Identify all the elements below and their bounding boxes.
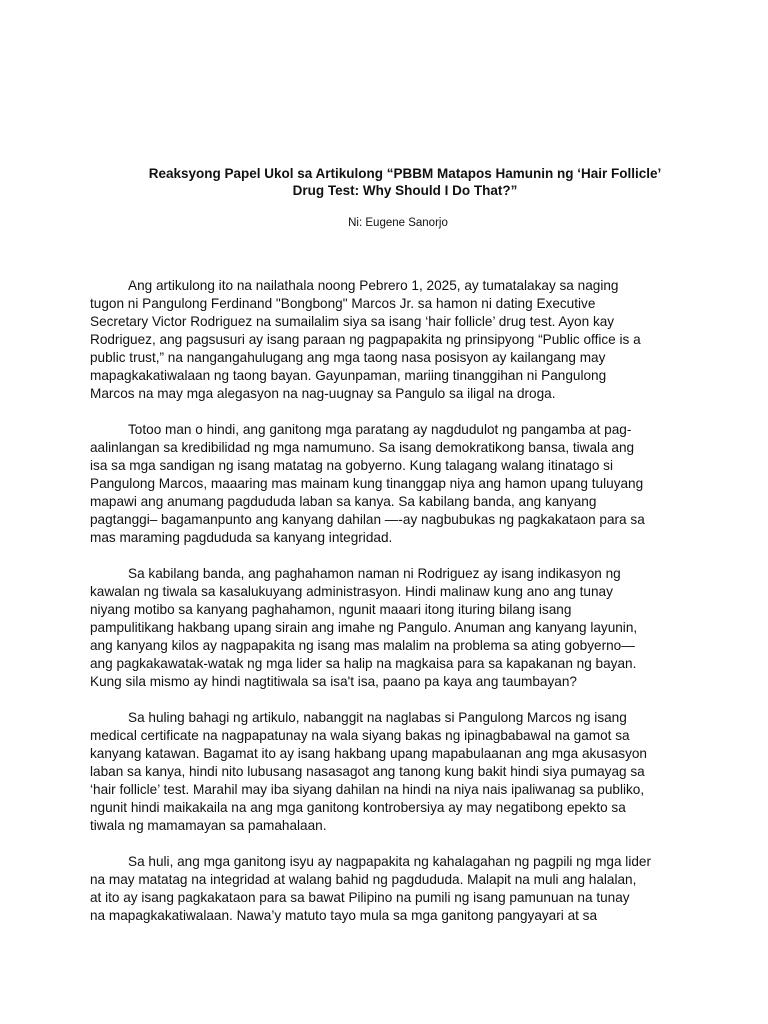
paragraph-line: at ito ay isang pagkakataon para sa bawat Pilipino na pumili ng isang pamunuan na tunay xyxy=(90,890,630,905)
paragraph-line: tiwala ng mamamayan sa pamahalaan. xyxy=(90,818,327,833)
paragraph-line: Kung sila mismo ay hindi nagtitiwala sa isa't isa, paano pa kaya ang taumbayan? xyxy=(90,674,577,689)
paragraph-line: ang pagkakawatak-watak ng mga lider sa halip na magkaisa para sa kapakanan ng bayan. xyxy=(90,656,637,671)
paragraph-line: Totoo man o hindi, ang ganitong mga paratang ay nagdudulot ng pangamba at pag- xyxy=(128,422,632,437)
title-line: Reaksyong Papel Ukol sa Artikulong “PBBM Matapos Hamunin ng ‘Hair Follicle’ xyxy=(148,166,662,181)
title-line: Drug Test: Why Should I Do That?” xyxy=(292,183,518,198)
paragraph-line: Ang artikulong ito na nailathala noong Pebrero 1, 2025, ay tumatalakay sa naging xyxy=(128,278,619,293)
author-byline: Ni: Eugene Sanorjo xyxy=(348,217,448,229)
document-title xyxy=(90,165,720,199)
paragraph-line: Sa huling bahagi ng artikulo, nabanggit na naglabas si Pangulong Marcos ng isang xyxy=(128,710,627,725)
paragraph-1 xyxy=(90,277,680,403)
paragraph-line: na mapagkakatiwalaan. Nawa’y matuto tayo mula sa mga ganitong pangyayari at sa xyxy=(90,908,598,923)
paragraph-line: Marcos na may mga alegasyon na nag-uugnay sa Pangulo sa iligal na droga. xyxy=(90,386,556,401)
paragraph-line: kawalan ng tiwala sa kasalukuyang administrasyon. Hindi malinaw kung ano ang tunay xyxy=(90,584,613,599)
paragraph-line: isa sa mga sandigan ng isang matatag na gobyerno. Kung talagang walang itinatago si xyxy=(90,458,613,473)
paragraph-line: medical certificate na nagpapatunay na wala siyang bakas ng ipinagbabawal na gamot sa xyxy=(90,728,630,743)
paragraph-line: ang kanyang kilos ay nagpapakita ng isang mas malalim na problema sa ating gobyerno— xyxy=(90,638,635,653)
paragraph-line: Sa kabilang banda, ang paghahamon naman ni Rodriguez ay isang indikasyon ng xyxy=(128,566,621,581)
paragraph-line: tugon ni Pangulong Ferdinand "Bongbong" Marcos Jr. sa hamon ni dating Executive xyxy=(90,296,596,311)
paragraph-line: pagtanggi– bagamanpunto ang kanyang dahilan —-ay nagbubukas ng pagkakataon para sa xyxy=(90,512,645,527)
paragraph-line: aalinlangan sa kredibilidad ng mga namumuno. Sa isang demokratikong bansa, tiwala ang xyxy=(90,440,635,455)
paragraph-line: ngunit hindi maikakaila na ang mga ganitong kontrobersiya ay may negatibong epekto sa xyxy=(90,800,626,815)
paragraph-line: pampulitikang hakbang upang sirain ang imahe ng Pangulo. Anuman ang kanyang layunin, xyxy=(90,620,638,635)
paragraph-line: mas maraming pagdududa sa kanyang integridad. xyxy=(90,530,393,545)
paragraph-2 xyxy=(90,421,680,547)
paragraph-line: mapawi ang anumang pagdududa laban sa kanya. Sa kabilang banda, ang kanyang xyxy=(90,494,597,509)
paragraph-line: public trust,” na nangangahulugang ang mga taong nasa posisyon ay kailangang may xyxy=(90,350,606,365)
paragraph-line: Rodriguez, ang pagsusuri ay isang paraan ng pagpapakita ng prinsipyong “Public office is a xyxy=(90,332,641,347)
document-body xyxy=(90,277,680,943)
paragraph-line: mapagkakatiwalaan ng taong bayan. Gayunpaman, mariing tinanggihan ni Pangulong xyxy=(90,368,607,383)
paragraph-line: niyang motibo sa kanyang paghahamon, ngunit maaari itong ituring bilang isang xyxy=(90,602,572,617)
paragraph-line: kanyang katawan. Bagamat ito ay isang hakbang upang mapabulaanan ang mga akusasyon xyxy=(90,746,647,761)
paragraph-line: Pangulong Marcos, maaaring mas mainam kung tinanggap niya ang hamon upang tuluyang xyxy=(90,476,644,491)
paragraph-line: Secretary Victor Rodriguez na sumailalim siya sa isang ‘hair follicle’ drug test. Ayon kay xyxy=(90,314,615,329)
paragraph-line: na may matatag na integridad at walang bahid ng pagdududa. Malapit na muli ang halalan, xyxy=(90,872,637,887)
paragraph-4 xyxy=(90,709,680,835)
paragraph-3 xyxy=(90,565,680,691)
paragraph-line: Sa huli, ang mga ganitong isyu ay nagpapakita ng kahalagahan ng pagpili ng mga lider xyxy=(128,854,651,869)
paragraph-line: laban sa kanya, hindi nito lubusang nasasagot ang tanong kung bakit hindi siya pumayag sa xyxy=(90,764,645,779)
paragraph-line: ‘hair follicle’ test. Marahil may iba siyang dahilan na hindi na niya nais ipaliwanag sa publiko, xyxy=(90,782,645,797)
paragraph-5 xyxy=(90,853,680,925)
